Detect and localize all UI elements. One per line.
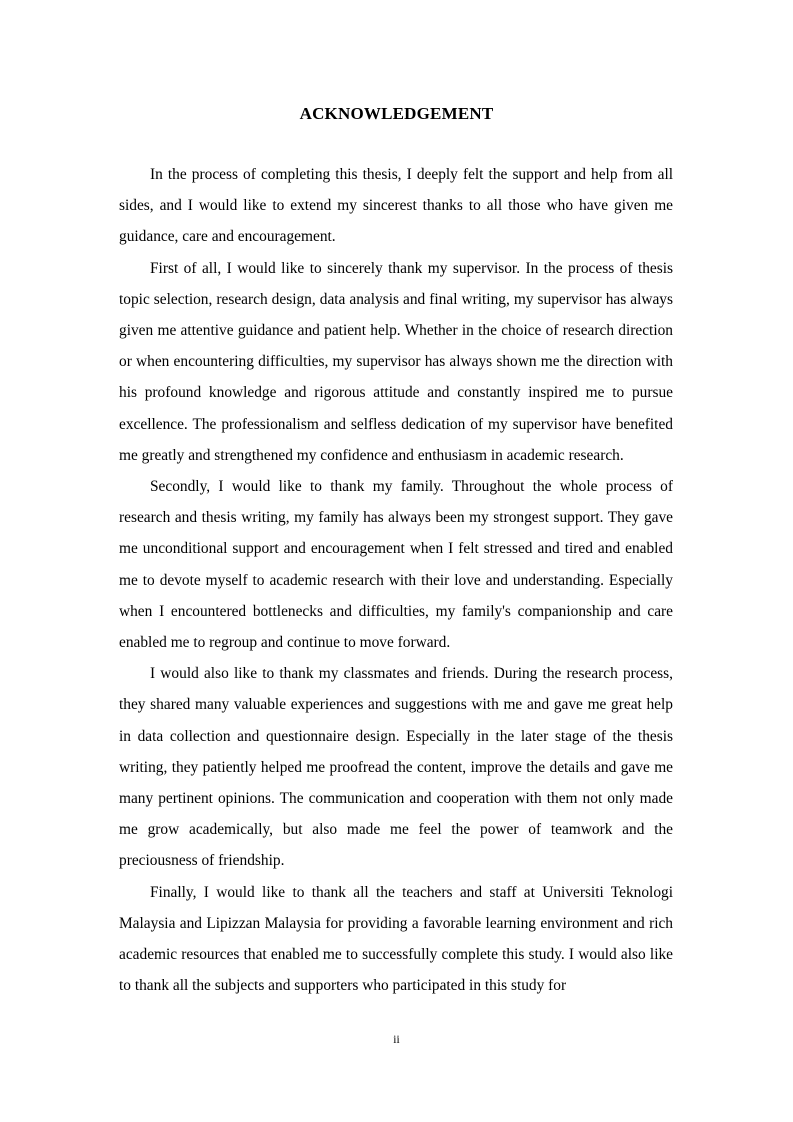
paragraph-family: Secondly, I would like to thank my family. Throughout the whole process of research and thesis writing, my family has always been my strongest support. They gave me unconditional support and encouragement when I felt stressed and tired and enabled me to devote myself to academic research with their love and understanding. Especially when I encountered bottlenecks and difficulties, my family's companionship and care enabled me to regroup and continue to move forward. — [119, 478, 673, 652]
paragraph-institutions: Finally, I would like to thank all the teachers and staff at Universiti Teknologi Malaysia and Lipizzan Malaysia for providing a favorable learning environment and rich academic resources that enabled me to successfully complete this study. I would also like to thank all the subjects and supporters who participated in this study for — [119, 883, 673, 995]
document-body — [119, 159, 673, 1001]
paragraph-supervisor: First of all, I would like to sincerely thank my supervisor. In the process of thesis topic selection, research design, data analysis and final writing, my supervisor has always given me attentive guidance and patient help. Whether in the choice of research direction or when encountering difficulties, my supervisor has always shown me the direction with his profound knowledge and rigorous attitude and constantly inspired me to pursue excellence. The professionalism and selfless dedication of my supervisor have benefited me greatly and strengthened my confidence and enthusiasm in academic research. — [119, 259, 673, 464]
paragraph-intro: In the process of completing this thesis, I deeply felt the support and help from all sides, and I would like to extend my sincerest thanks to all those who have given me guidance, care and encouragement. — [119, 166, 673, 246]
paragraph-classmates: I would also like to thank my classmates and friends. During the research process, they shared many valuable experiences and suggestions with me and gave me great help in data collection and questionnaire design. Especially in the later stage of the thesis writing, they patiently helped me proofread the content, improve the details and gave me many pertinent opinions. The communication and cooperation with them not only made me grow academically, but also made me feel the power of teamwork and the preciousness of friendship. — [119, 665, 673, 870]
page-title: ACKNOWLEDGEMENT — [299, 104, 494, 123]
page-number: ii — [393, 1034, 400, 1046]
